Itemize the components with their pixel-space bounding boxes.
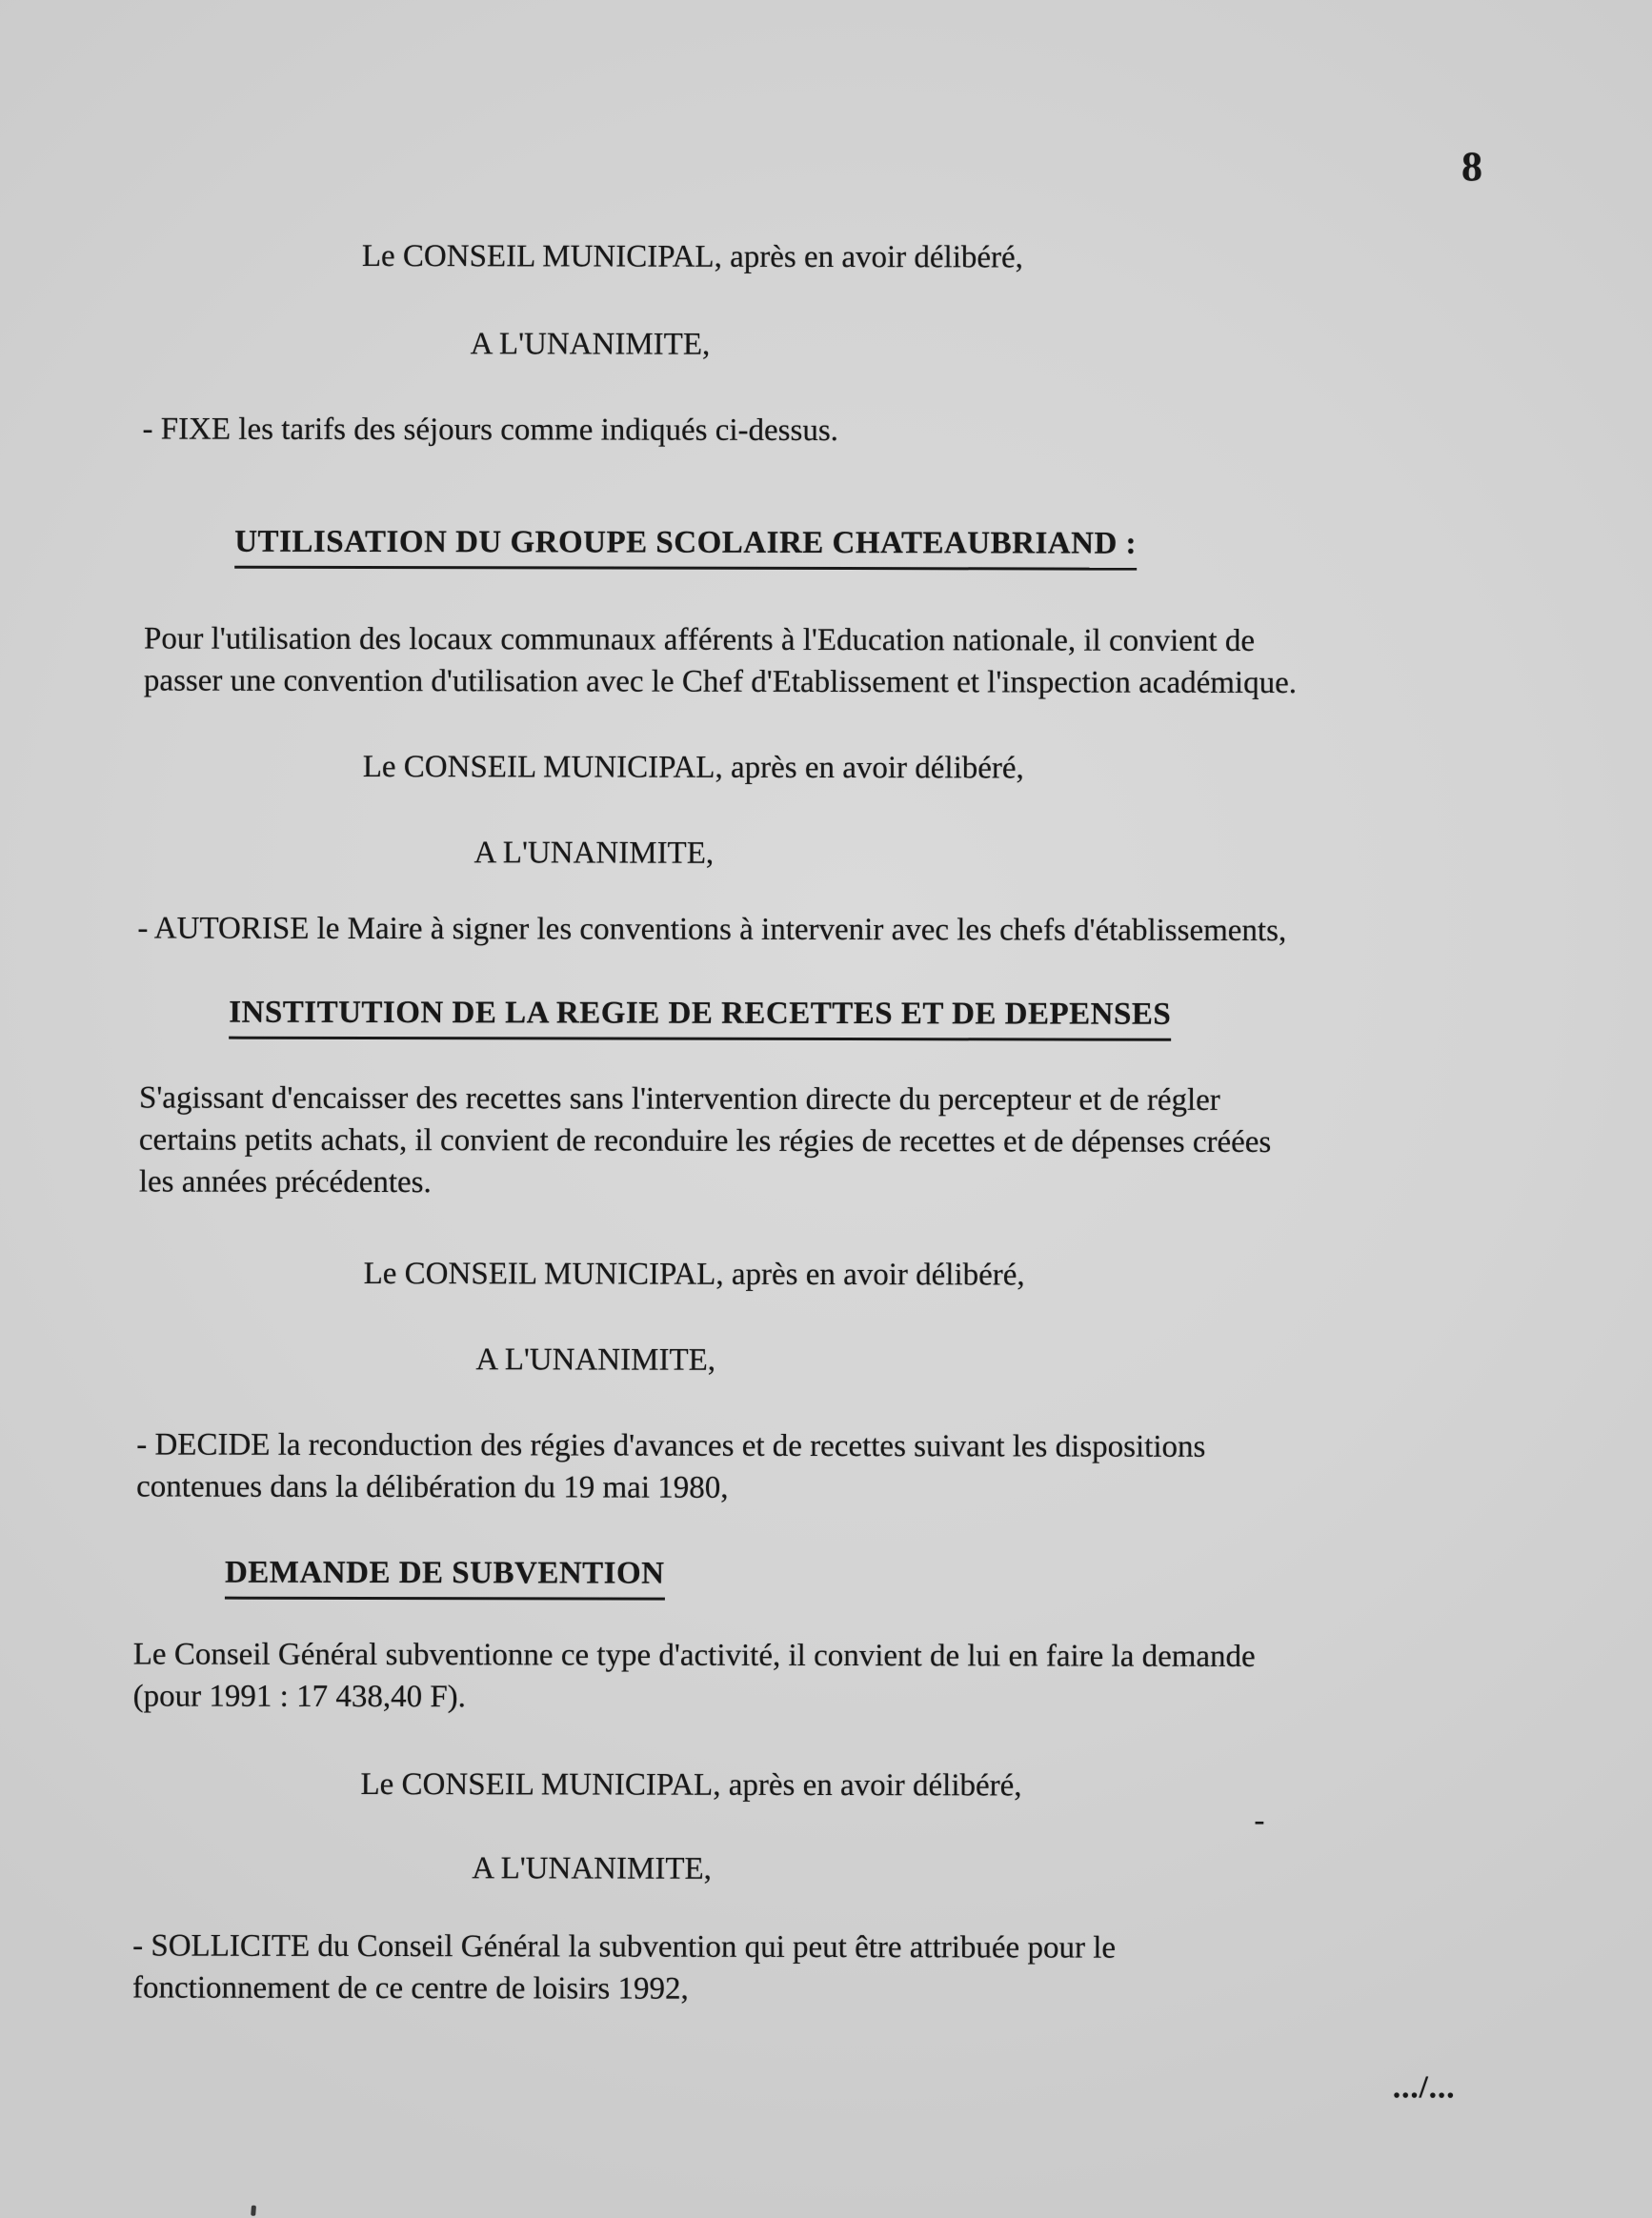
continuation-mark: .../... (1392, 2070, 1456, 2106)
paragraph-regie-line-1: S'agissant d'encaisser des recettes sans l'intervention directe du percepteur et de régler (138, 1080, 1220, 1118)
decision-decide (136, 1423, 1205, 1509)
paragraph-utilisation-line-1: Pour l'utilisation des locaux communaux afférents à l'Education nationale, il convient de (143, 621, 1256, 658)
paragraph-regie (139, 1077, 1272, 1204)
scan-dash-artifact: - (1254, 1803, 1265, 1838)
section-heading-utilisation-text: UTILISATION DU GROUPE SCOLAIRE CHATEAUBRIAND : (234, 521, 1137, 571)
decision-fixe: - FIXE les tarifs des séjours comme indiqués ci-dessus. (142, 412, 838, 449)
unanimity-line-2: A L'UNANIMITE, (473, 836, 715, 871)
council-line-4: Le CONSEIL MUNICIPAL, après en avoir délibéré, (360, 1766, 1022, 1804)
paragraph-utilisation (144, 617, 1297, 704)
decision-decide-line-1: - DECIDE la reconduction des régies d'avances et de recettes suivant les dispositions (136, 1427, 1206, 1464)
paragraph-subvention (133, 1633, 1256, 1719)
unanimity-line-1: A L'UNANIMITE, (470, 327, 711, 362)
paragraph-regie-line-2: certains petits achats, il convient de reconduire les régies de recettes et de dépenses créées (138, 1122, 1272, 1159)
section-heading-subvention-text: DEMANDE DE SUBVENTION (225, 1552, 665, 1601)
council-line-3: Le CONSEIL MUNICIPAL, après en avoir délibéré, (363, 1256, 1025, 1293)
decision-sollicite (132, 1925, 1116, 2010)
section-heading-subvention (225, 1552, 665, 1601)
unanimity-line-3: A L'UNANIMITE, (475, 1342, 716, 1378)
page-number: 8 (1461, 143, 1483, 191)
paragraph-regie-line-3: les années précédentes. (138, 1164, 432, 1200)
section-heading-regie (229, 992, 1171, 1041)
paragraph-subvention-line-2: (pour 1991 : 17 438,40 F). (132, 1679, 466, 1715)
unanimity-line-4: A L'UNANIMITE, (472, 1851, 712, 1886)
council-line-1: Le CONSEIL MUNICIPAL, après en avoir délibéré, (361, 238, 1023, 275)
council-line-2: Le CONSEIL MUNICIPAL, après en avoir délibéré, (362, 749, 1024, 786)
paragraph-subvention-line-1: Le Conseil Général subventionne ce type d'activité, il convient de lui en faire la demande (132, 1637, 1256, 1674)
scan-speck-artifact (251, 2206, 256, 2216)
section-heading-regie-text: INSTITUTION DE LA REGIE DE RECETTES ET DE DEPENSES (229, 992, 1171, 1041)
decision-sollicite-line-1: - SOLLICITE du Conseil Général la subvention qui peut être attribuée pour le (132, 1928, 1117, 1966)
decision-sollicite-line-2: fonctionnement de ce centre de loisirs 1992, (132, 1970, 689, 2006)
decision-decide-line-2: contenues dans la délibération du 19 mai 1980, (136, 1469, 729, 1505)
paragraph-utilisation-line-2: passer une convention d'utilisation avec le Chef d'Etablissement et l'inspection académique. (143, 663, 1298, 701)
section-heading-utilisation (234, 521, 1137, 571)
decision-autorise: - AUTORISE le Maire à signer les conventions à intervenir avec les chefs d'établissements, (137, 911, 1287, 949)
